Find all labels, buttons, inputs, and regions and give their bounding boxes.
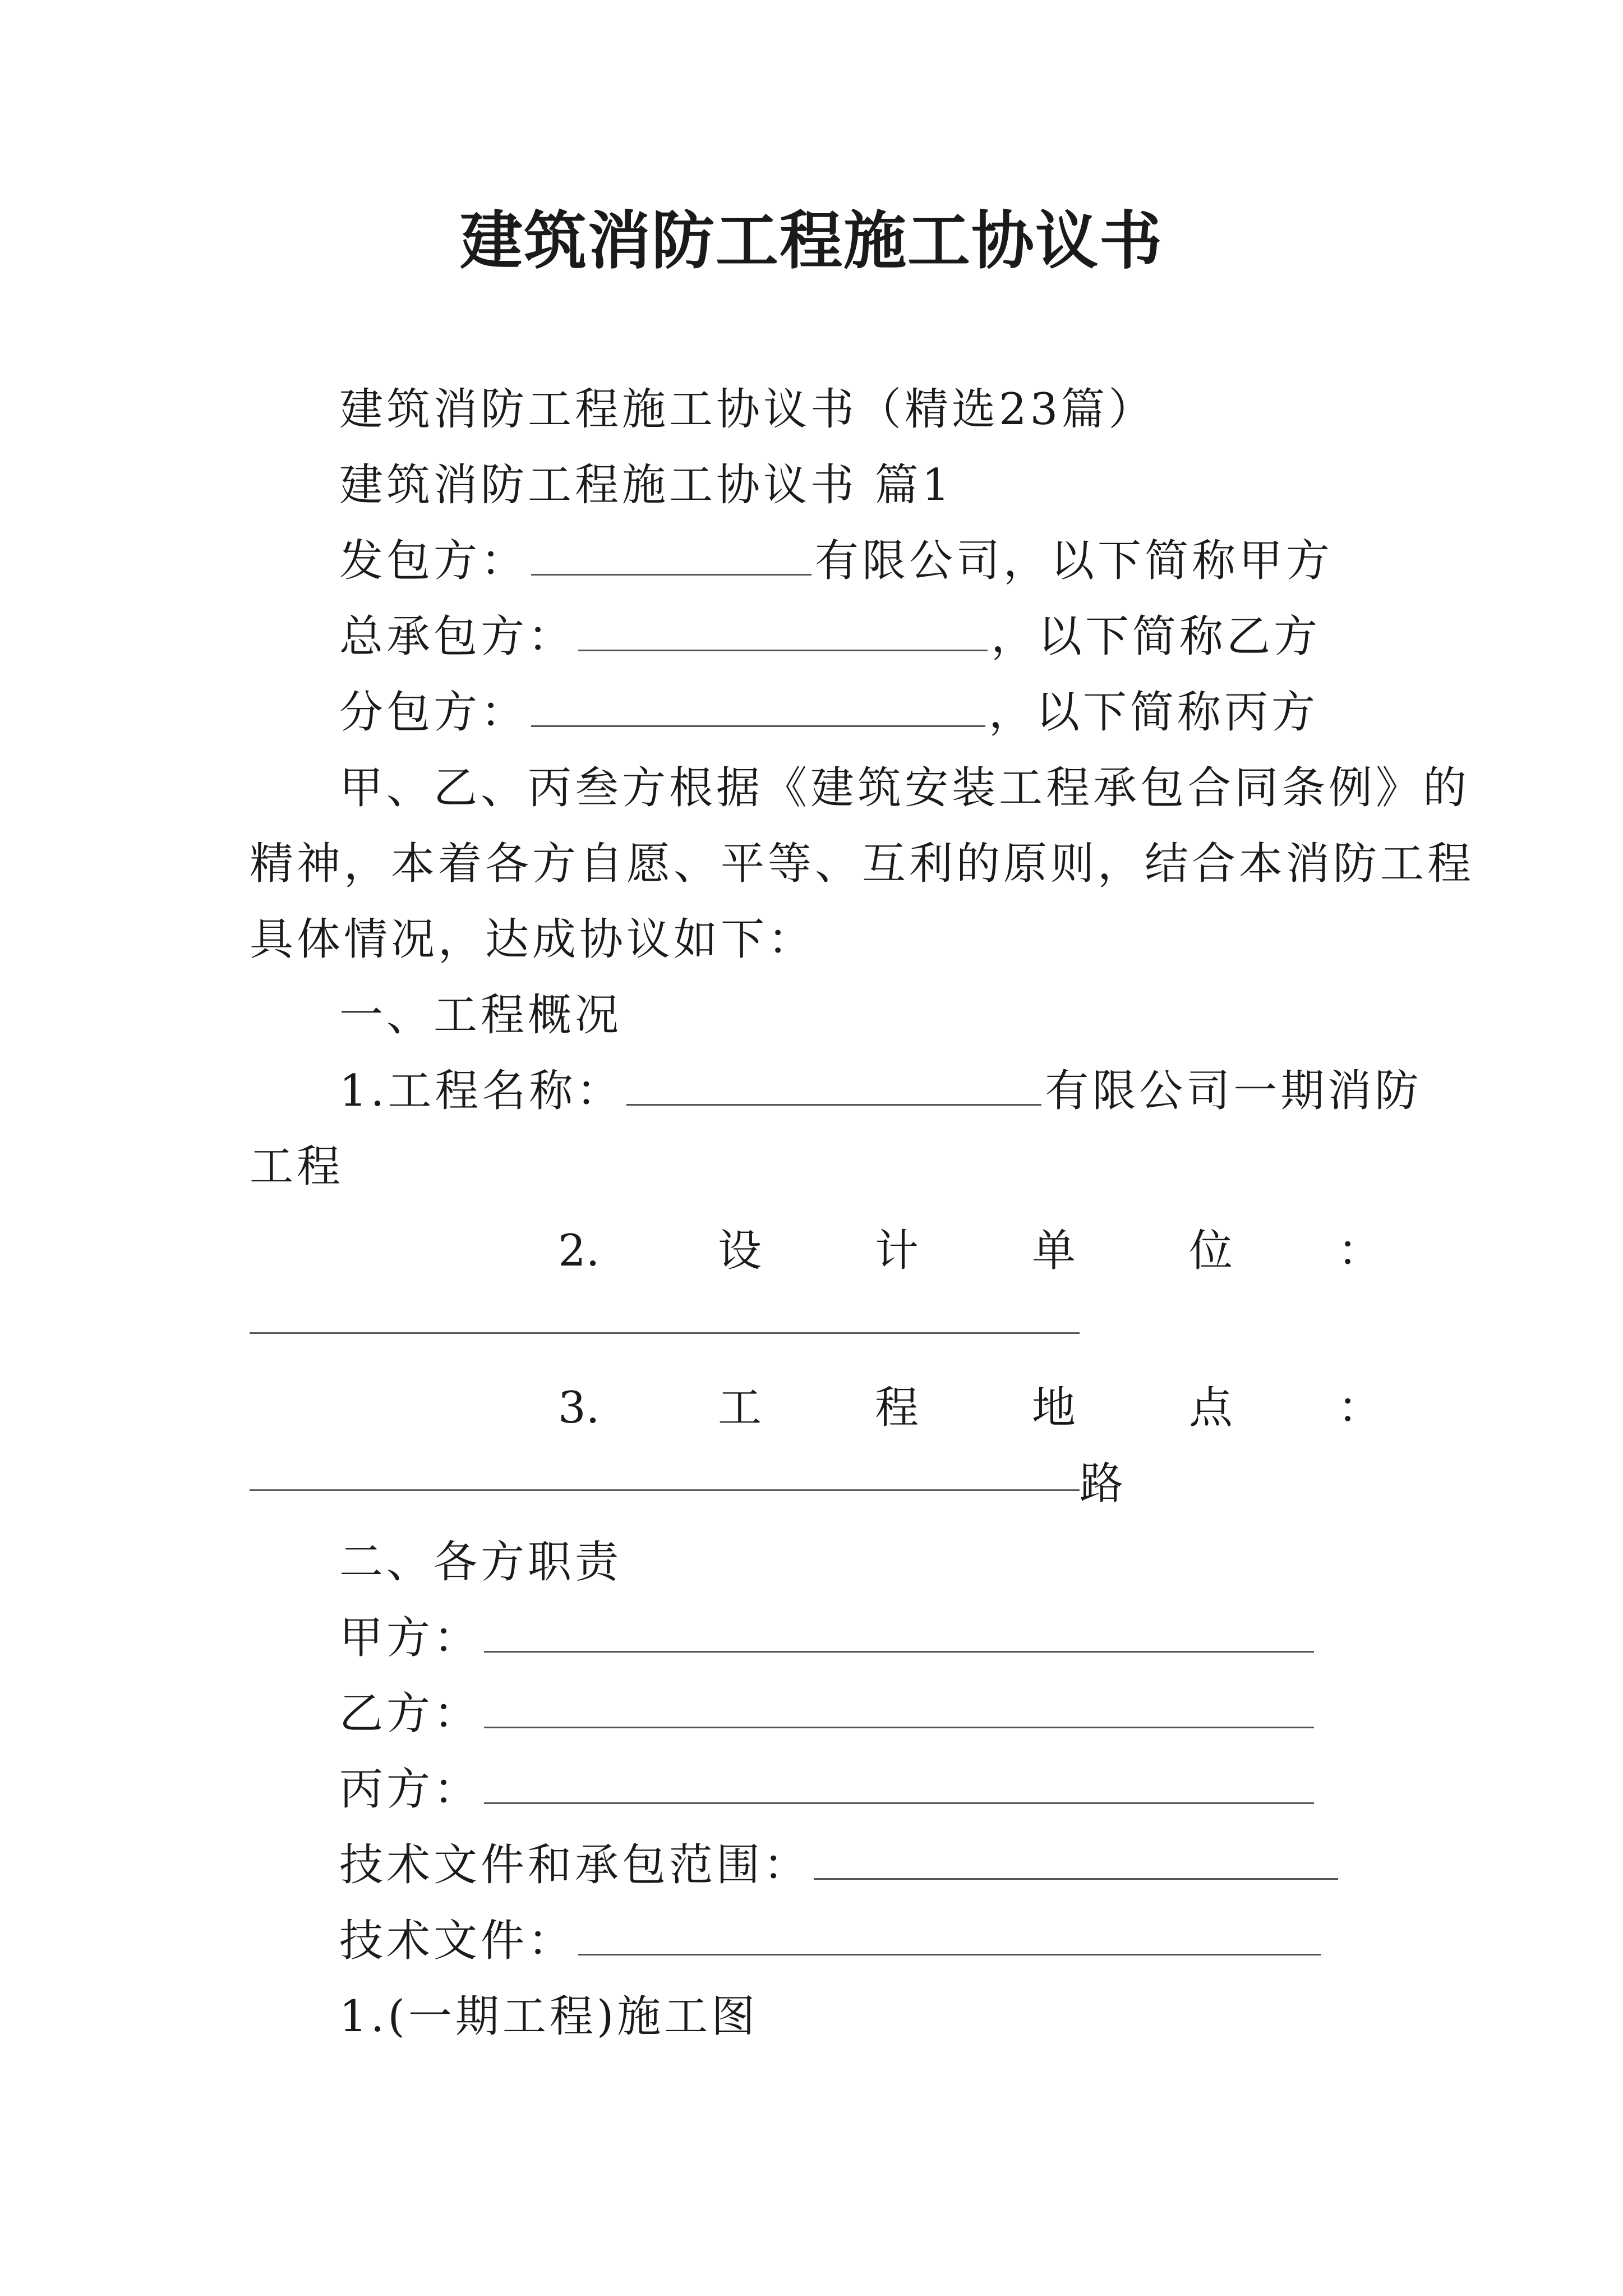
document-title: 建筑消防工程施工协议书 xyxy=(460,204,1163,278)
project-location-blank[interactable] xyxy=(250,1489,1080,1491)
design-unit-colon: ： xyxy=(1338,1226,1382,1276)
design-unit-char-1: 设 xyxy=(718,1226,762,1276)
employer-line xyxy=(339,533,1333,589)
general-contractor-label: 总承包方： xyxy=(339,611,575,662)
subcontractor-line xyxy=(339,684,1318,740)
tech-scope-blank[interactable] xyxy=(814,1839,1338,1880)
section-1-heading: 一、工程概况 xyxy=(339,990,623,1041)
design-unit-number: 2. xyxy=(558,1226,600,1276)
project-name-label: 1.工程名称： xyxy=(339,1066,624,1116)
section-2-heading: 二、各方职责 xyxy=(339,1537,623,1588)
design-unit-line xyxy=(0,1223,1623,1279)
document-subtitle: 建筑消防工程施工协议书（精选23篇） xyxy=(339,384,1156,435)
party-c-blank[interactable] xyxy=(484,1763,1314,1804)
general-contractor-line xyxy=(339,609,1321,665)
party-c-label: 丙方： xyxy=(339,1764,481,1815)
party-b-blank[interactable] xyxy=(484,1687,1314,1728)
preamble-line-2: 精神，本着各方自愿、平等、互利的原则，结合本消防工程 xyxy=(250,839,1475,889)
tech-scope-label: 技术文件和承包范围： xyxy=(339,1840,811,1890)
project-location-suffix: 路 xyxy=(1080,1458,1127,1509)
project-location-colon: ： xyxy=(1338,1383,1382,1433)
party-a-label: 甲方： xyxy=(339,1613,481,1663)
party-b-line xyxy=(339,1686,1317,1742)
design-unit-blank[interactable] xyxy=(250,1332,1080,1334)
project-location-char-1: 工 xyxy=(718,1383,762,1433)
design-unit-char-3: 单 xyxy=(1032,1226,1076,1276)
tech-docs-line xyxy=(339,1913,1325,1969)
project-name-continuation: 工程 xyxy=(250,1142,344,1192)
subcontractor-label: 分包方： xyxy=(339,687,528,738)
project-name-blank[interactable] xyxy=(626,1065,1041,1106)
general-contractor-suffix: ，以下简称乙方 xyxy=(991,611,1321,662)
party-a-line xyxy=(339,1610,1317,1666)
project-name-suffix: 有限公司一期消防 xyxy=(1045,1066,1422,1116)
tech-scope-line xyxy=(339,1837,1341,1893)
project-location-char-2: 程 xyxy=(875,1383,919,1433)
subcontractor-suffix: ，以下简称丙方 xyxy=(989,687,1319,738)
article-heading: 建筑消防工程施工协议书 篇1 xyxy=(339,460,953,510)
drawing-item: 1.(一期工程)施工图 xyxy=(339,1991,759,2042)
design-unit-char-2: 计 xyxy=(875,1226,919,1276)
project-location-number: 3. xyxy=(558,1383,600,1433)
general-contractor-blank[interactable] xyxy=(578,610,988,651)
tech-docs-blank[interactable] xyxy=(578,1915,1321,1955)
preamble-line-3: 具体情况，达成协议如下： xyxy=(250,914,815,965)
project-name-line xyxy=(339,1063,1422,1119)
party-b-label: 乙方： xyxy=(339,1688,481,1739)
preamble-line-1: 甲、乙、丙叁方根据《建筑安装工程承包合同条例》的 xyxy=(339,763,1470,813)
employer-label: 发包方： xyxy=(339,536,528,586)
employer-suffix: 有限公司，以下简称甲方 xyxy=(815,536,1334,586)
tech-docs-label: 技术文件： xyxy=(339,1916,575,1966)
project-location-char-4: 点 xyxy=(1189,1383,1233,1433)
subcontractor-blank[interactable] xyxy=(531,686,985,727)
project-location-line xyxy=(0,1380,1623,1436)
project-location-char-3: 地 xyxy=(1032,1383,1076,1433)
party-c-line xyxy=(339,1761,1317,1818)
party-a-blank[interactable] xyxy=(484,1612,1314,1653)
design-unit-char-4: 位 xyxy=(1189,1226,1233,1276)
employer-blank[interactable] xyxy=(531,535,811,576)
